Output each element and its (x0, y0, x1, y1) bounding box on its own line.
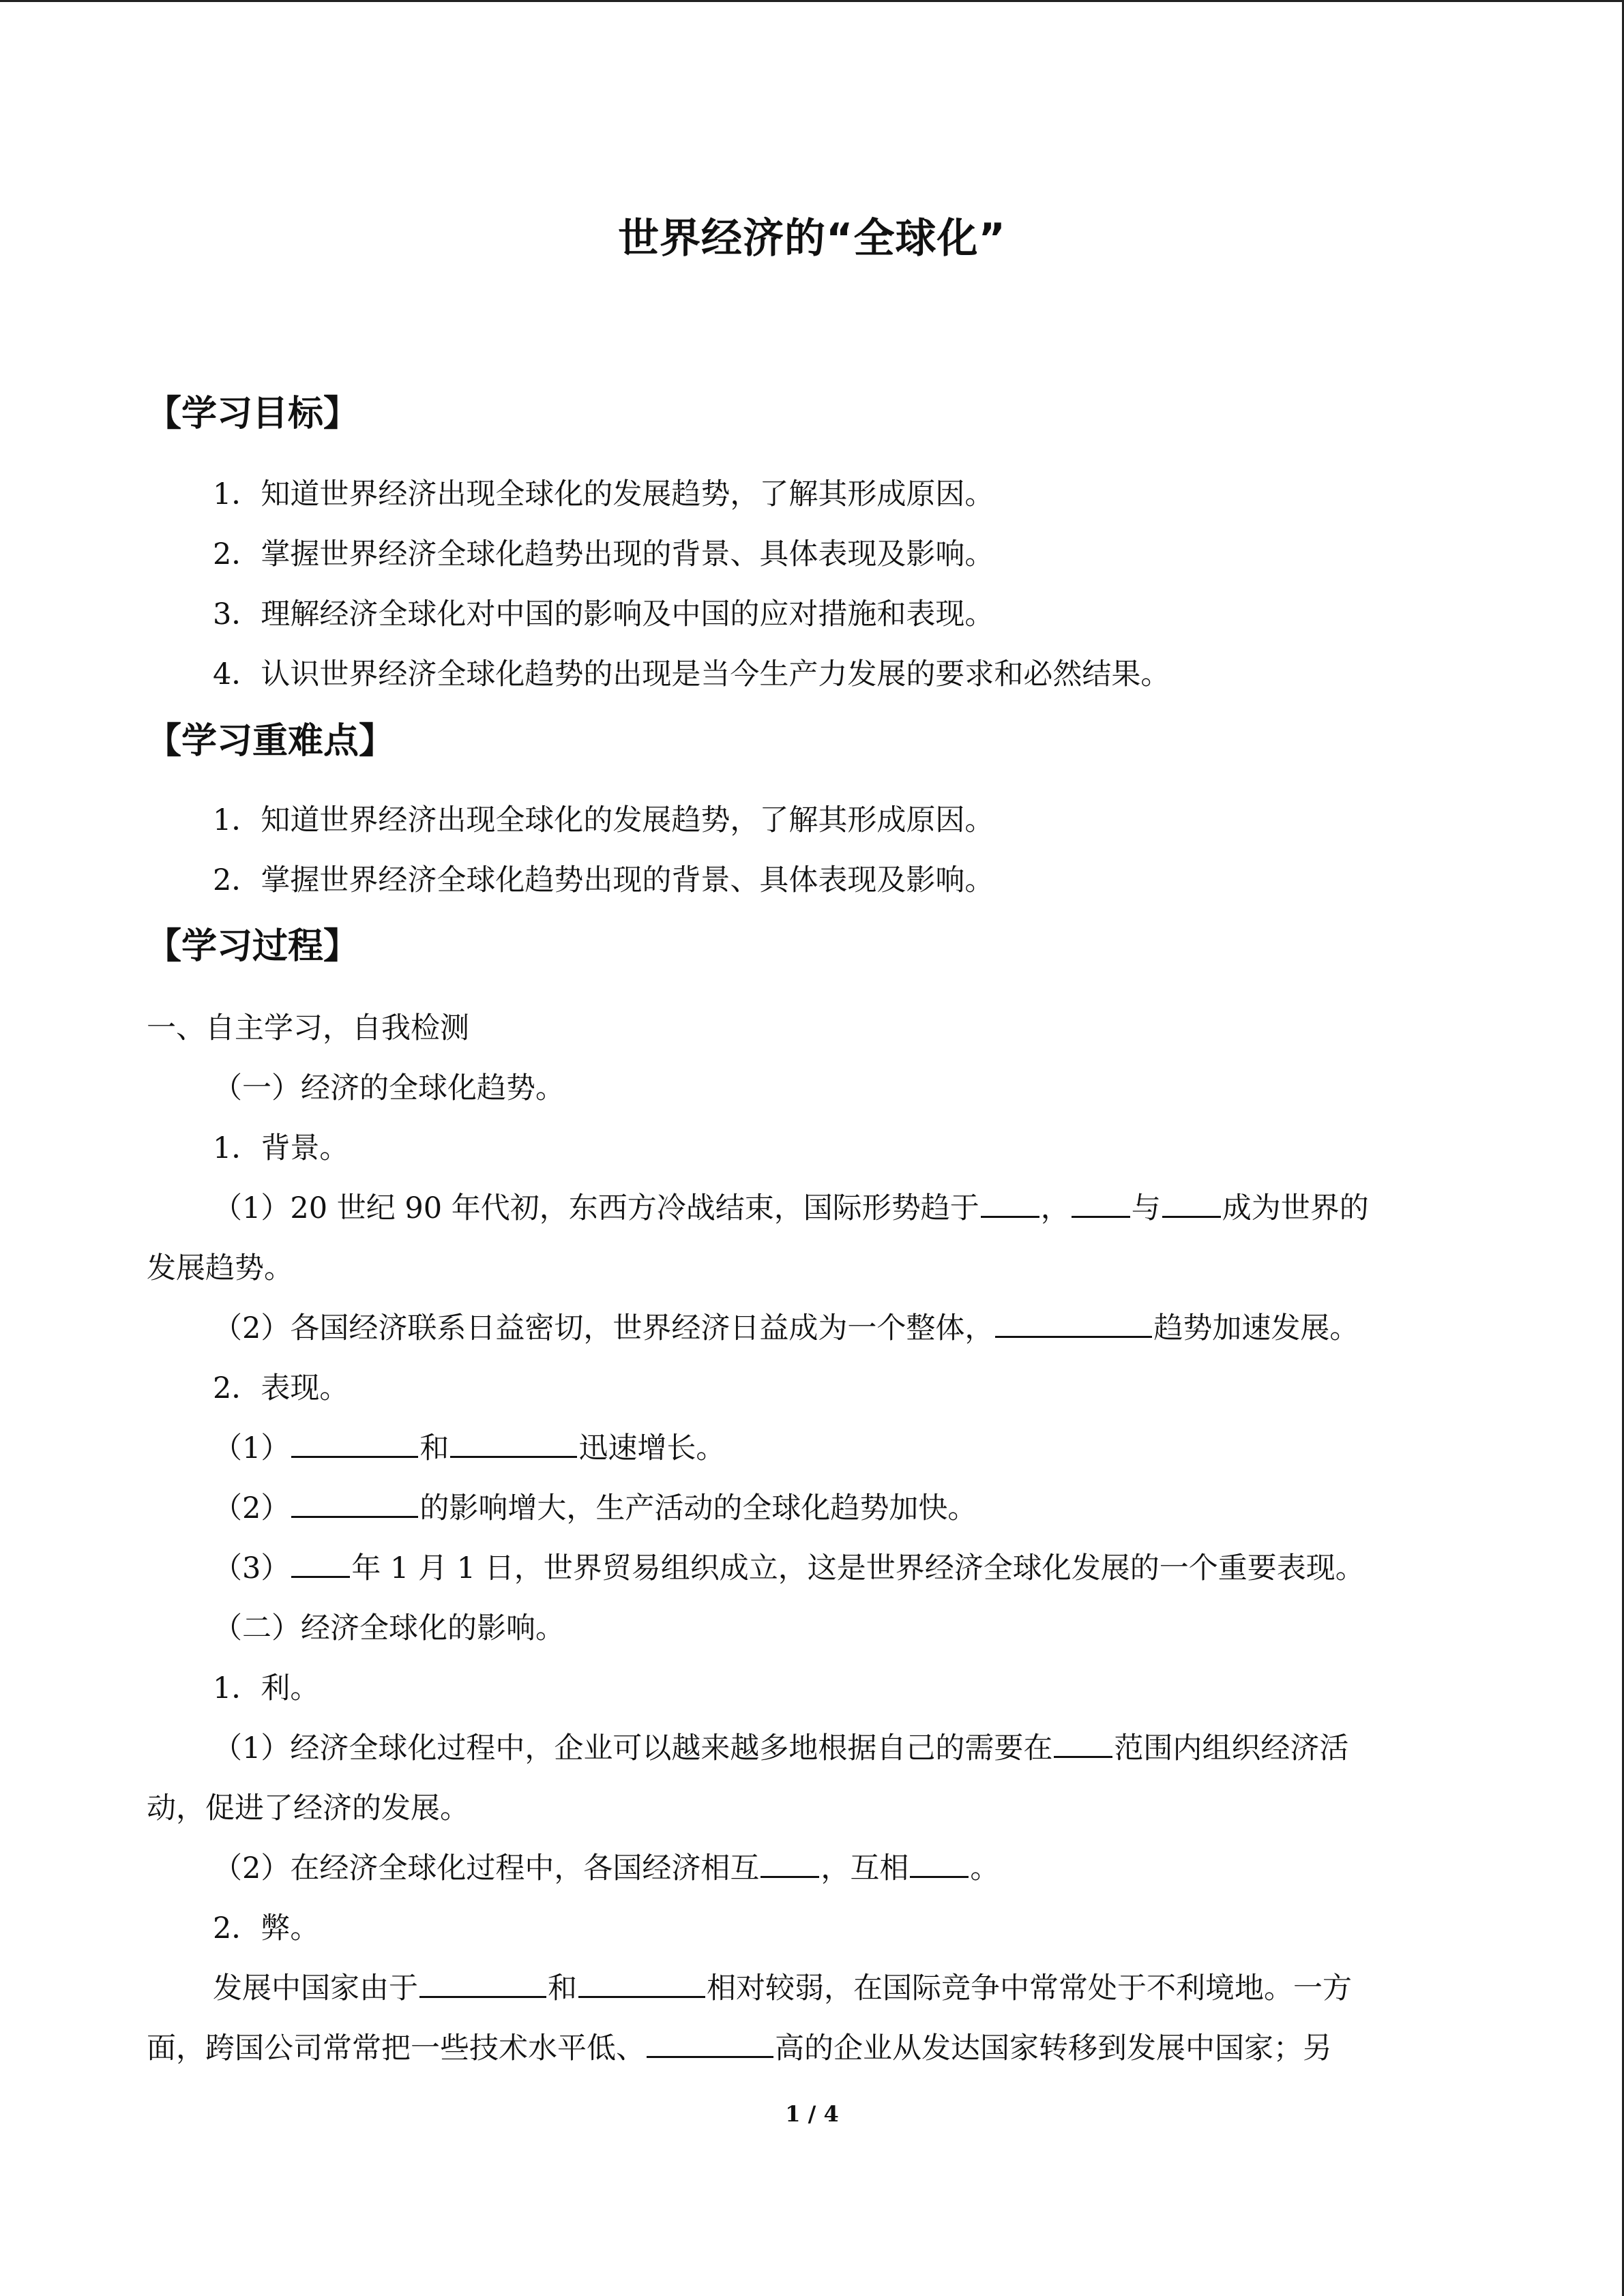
fill-blank[interactable] (981, 1189, 1039, 1218)
fill-blank[interactable] (1162, 1189, 1221, 1218)
objective-item: 3．理解经济全球化对中国的影响及中国的应对措施和表现。 (213, 597, 994, 631)
text-fragment: 和 (419, 1431, 449, 1465)
part-one-title: 一、自主学习，自我检测 (147, 1011, 469, 1045)
objective-item: 4．认识世界经济全球化趋势的出现是当今生产力发展的要求和必然结果。 (213, 657, 1170, 691)
disadvantage-paragraph-line-1 (213, 1968, 1352, 2009)
subsection-title: （二）经济全球化的影响。 (213, 1611, 565, 1645)
performance-item-1 (213, 1428, 725, 1469)
fill-blank[interactable] (1072, 1189, 1130, 1218)
fill-blank[interactable] (995, 1309, 1152, 1338)
text-fragment: ， (1040, 1191, 1070, 1225)
objectives-heading: 【学习目标】 (146, 393, 359, 434)
fill-blank[interactable] (291, 1549, 350, 1578)
performance-item-3 (213, 1548, 1365, 1589)
objective-item: 2．掌握世界经济全球化趋势出现的背景、具体表现及影响。 (213, 537, 994, 571)
text-fragment: 高的企业从发达国家转移到发展中国家；另 (775, 2031, 1332, 2066)
fill-blank[interactable] (578, 1969, 705, 1998)
advantage-item-1-continued: 动，促进了经济的发展。 (147, 1791, 469, 1825)
background-label: 1．背景。 (213, 1131, 349, 1165)
fill-blank[interactable] (291, 1489, 418, 1518)
disadvantage-paragraph-line-2 (147, 2028, 1332, 2069)
text-fragment: （1）20 世纪 90 年代初，东西方冷战结束，国际形势趋于 (213, 1191, 979, 1225)
performance-item-2 (213, 1488, 977, 1529)
text-fragment: 的影响增大，生产活动的全球化趋势加快。 (419, 1491, 977, 1525)
text-fragment: ，互相 (821, 1851, 909, 1885)
performance-label: 2．表现。 (213, 1371, 349, 1405)
fill-blank[interactable] (291, 1429, 418, 1458)
fill-blank[interactable] (761, 1849, 819, 1878)
text-fragment: （1）经济全球化过程中，企业可以越来越多地根据自己的需要在 (213, 1731, 1053, 1765)
text-fragment: 范围内组织经济活 (1114, 1731, 1349, 1765)
fill-blank[interactable] (647, 2029, 773, 2058)
document-title: 世界经济的“全球化” (618, 215, 1006, 263)
fill-blank[interactable] (910, 1849, 969, 1878)
text-fragment: 相对较弱，在国际竞争中常常处于不利境地。一方 (707, 1971, 1352, 2006)
background-item-1-continued: 发展趋势。 (147, 1251, 293, 1285)
process-heading: 【学习过程】 (146, 926, 359, 967)
text-fragment: （3） (213, 1551, 291, 1585)
objective-item: 1．知道世界经济出现全球化的发展趋势，了解其形成原因。 (213, 477, 994, 511)
background-item-2 (213, 1308, 1359, 1349)
text-fragment: （1） (213, 1431, 291, 1465)
key-point-item: 1．知道世界经济出现全球化的发展趋势，了解其形成原因。 (213, 803, 994, 837)
key-points-heading: 【学习重难点】 (146, 721, 395, 762)
text-fragment: 发展中国家由于 (213, 1971, 418, 2006)
text-fragment: 趋势加速发展。 (1153, 1311, 1359, 1345)
background-item-1 (213, 1188, 1369, 1229)
advantage-item-1 (213, 1728, 1348, 1769)
fill-blank[interactable] (419, 1969, 546, 1998)
text-fragment: 。 (970, 1851, 1000, 1885)
advantage-item-2 (213, 1848, 999, 1889)
page-number: 1 / 4 (785, 2101, 839, 2127)
subsection-title: （一）经济的全球化趋势。 (213, 1071, 565, 1105)
page-border-top (0, 0, 1624, 2)
text-fragment: （2）各国经济联系日益密切，世界经济日益成为一个整体， (213, 1311, 994, 1345)
text-fragment: 迅速增长。 (578, 1431, 726, 1465)
advantage-label: 1．利。 (213, 1671, 320, 1705)
text-fragment: （2） (213, 1491, 291, 1525)
key-point-item: 2．掌握世界经济全球化趋势出现的背景、具体表现及影响。 (213, 863, 994, 897)
fill-blank[interactable] (1054, 1729, 1112, 1758)
disadvantage-label: 2．弊。 (213, 1911, 320, 1945)
text-fragment: 和 (548, 1971, 577, 2006)
text-fragment: （2）在经济全球化过程中，各国经济相互 (213, 1851, 760, 1885)
text-fragment: 成为世界的 (1222, 1191, 1369, 1225)
text-fragment: 面，跨国公司常常把一些技术水平低、 (147, 2031, 645, 2066)
text-fragment: 与 (1131, 1191, 1161, 1225)
fill-blank[interactable] (450, 1429, 577, 1458)
text-fragment: 年 1 月 1 日，世界贸易组织成立，这是世界经济全球化发展的一个重要表现。 (351, 1551, 1365, 1585)
